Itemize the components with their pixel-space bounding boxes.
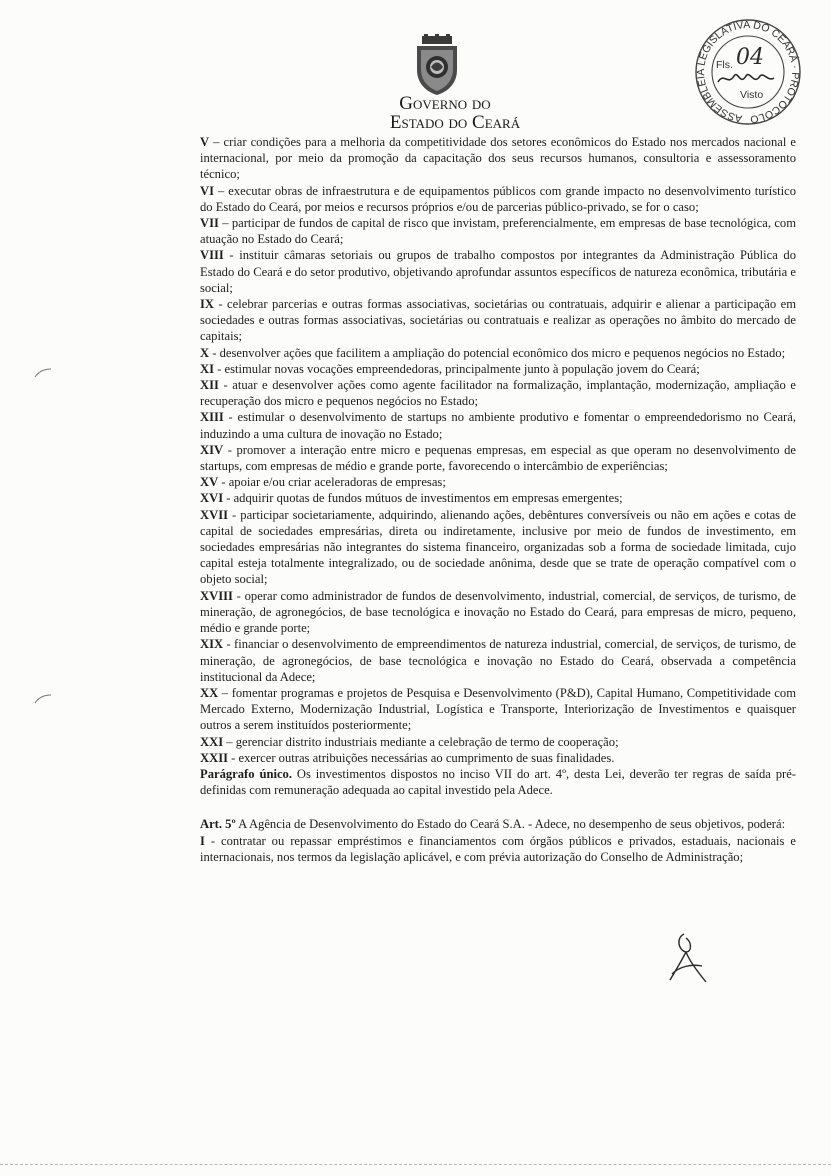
list-item — [200, 361, 796, 377]
list-item — [200, 215, 796, 247]
list-item — [200, 442, 796, 474]
item-text: – fomentar programas e projetos de Pesquisa e Desenvolvimento (P&D), Capital Humano, Competitividade com Mercado Externo, Modernização Industrial, Logística e Transporte, Interiorização de Investimentos e quaisquer outros a serem instituídos posteriormente; — [200, 685, 796, 733]
item-text: - estimular novas vocações empreendedoras, principalmente junto à população jovem do Ceará; — [214, 361, 700, 376]
header-line-2: Estado do Ceará — [389, 112, 521, 133]
item-number: VII — [200, 216, 219, 231]
list-item — [200, 588, 796, 637]
item-text: - estimular o desenvolvimento de startups no ambiente produtivo e fomentar o empreendedorismo no Ceará, induzindo a uma cultura de inovação no Estado; — [200, 410, 796, 441]
list-item — [200, 507, 796, 588]
stamp-fls-label: Fls. — [716, 59, 733, 71]
list-item — [200, 377, 796, 409]
item-text: - apoiar e/ou criar aceleradoras de empresas; — [218, 475, 446, 490]
list-item — [200, 345, 796, 361]
document-body — [200, 134, 796, 865]
list-item — [200, 134, 796, 183]
list-item — [200, 833, 796, 865]
item-number: I — [200, 833, 205, 848]
article-4-items — [200, 134, 796, 798]
list-item — [200, 766, 796, 798]
item-number: XVII — [200, 507, 228, 522]
item-number: XXI — [200, 734, 224, 749]
article-5-items — [200, 833, 796, 865]
list-item — [200, 409, 796, 441]
header-line-1: Governo do — [399, 93, 491, 114]
svg-text:ASSEMBLEIA LEGISLATIVA DO CEAR — [695, 19, 801, 125]
item-text: - celebrar parcerias e outras formas associativas, societárias ou contratuais, adquirir e alienar a participação em sociedades e outras formas associativas, societárias ou contratuais e realizar as operações no âmbito do mercado de capitais; — [200, 297, 796, 344]
stamp-ring-text: ASSEMBLEIA LEGISLATIVA DO CEARÁ · PROTOCOLO — [695, 18, 802, 126]
item-text: – executar obras de infraestrutura e de equipamentos públicos com grande impacto no desenvolvimento turístico do Estado do Ceará, por meios e recursos próprios e/ou de parcerias público-privado, se for o caso; — [200, 183, 796, 214]
list-item — [200, 296, 796, 345]
list-item — [200, 636, 796, 685]
item-number: X — [200, 345, 210, 360]
protocol-stamp — [688, 16, 808, 128]
item-text: – participar de fundos de capital de risco que invistam, preferencialmente, em empresas de base tecnológica, com atuação no Estado do Ceará; — [200, 216, 796, 247]
stamp-page-number: 04 — [736, 45, 764, 70]
item-text: - operar como administrador de fundos de desenvolvimento, industrial, comercial, de serviços, de turismo, de mineração, de agronegócios, de base tecnológica e inovação no Estado do Ceará, para empresas de micro, pequeno, médio e grande porte; — [200, 588, 796, 636]
list-item — [200, 183, 796, 215]
item-number: VI — [200, 183, 214, 198]
margin-hole-mark-icon — [34, 694, 52, 704]
item-text: - desenvolver ações que facilitem a ampliação do potencial econômico dos micro e pequenos negócios no Estado; — [209, 345, 786, 360]
item-number: XIV — [200, 442, 224, 457]
item-text: - contratar ou repassar empréstimos e financiamentos com órgãos públicos e privados, estaduais, nacionais e internacionais, nos termos da legislação aplicável, e com prévia autorização do Conselho de Administração; — [200, 833, 796, 864]
item-number: XXII — [200, 750, 228, 765]
item-number: XVIII — [200, 588, 233, 603]
list-item — [200, 734, 796, 750]
item-text: - participar societariamente, adquirindo, alienando ações, debêntures conversíveis ou não em ações e cotas de capital de sociedades empresárias, direta ou indiretamente, inclusive por meio de fundos de investimento, em sociedades empresárias não integrantes do sistema financeiro, organizadas sob a forma de sociedade limitada, cujo capital esteja totalmente integralizado, ou de sociedade anônima, desde que se trate de operação compatível com o objeto social; — [200, 507, 796, 587]
item-number: XIX — [200, 637, 224, 652]
item-number: XVI — [200, 491, 224, 506]
state-coat-of-arms-icon — [412, 34, 462, 96]
item-number: XIII — [200, 410, 224, 425]
list-item — [200, 750, 796, 766]
item-text: - adquirir quotas de fundos mútuos de investimentos em empresas emergentes; — [223, 491, 623, 506]
item-number: IX — [200, 297, 214, 312]
item-text: - financiar o desenvolvimento de empreendimentos de natureza industrial, comercial, de serviços, de turismo, de mineração, de agronegócios, de base tecnológica e inovação no Estado do Ceará, observada a competência institucional da Adece; — [200, 637, 796, 684]
item-number: Parágrafo único. — [200, 766, 292, 781]
stamp-initials-signature — [718, 75, 774, 82]
list-item — [200, 685, 796, 734]
item-number: XII — [200, 378, 219, 393]
list-item — [200, 474, 796, 490]
item-number: XV — [200, 475, 219, 490]
item-text: Os investimentos dispostos no inciso VII do art. 4º, desta Lei, deverão ter regras de saída pré-definidas com remuneração adequada ao capital investido pela Adece. — [200, 766, 796, 798]
article-5-heading: Art. 5º A Agência de Desenvolvimento do Estado do Ceará S.A. - Adece, no desempenho de seus objetivos, poderá: — [200, 817, 786, 832]
page-bottom-rule — [0, 1164, 831, 1166]
item-text: – criar condições para a melhoria da competitividade dos setores econômicos do Estado nos mercados nacional e internacional, por meio da promoção da capacitação dos seus recursos humanos, consultoria e assessoramento técnico; — [200, 135, 796, 182]
item-number: V — [200, 135, 210, 149]
item-number: XI — [200, 361, 214, 376]
item-number: XX — [200, 685, 219, 700]
item-text: - instituir câmaras setoriais ou grupos de trabalho compostos por integrantes da Administração Pública do Estado do Ceará e do setor produtivo, objetivando aprofundar assuntos específicos de natureza econômica, tributária e social; — [200, 248, 796, 295]
list-item — [200, 490, 796, 506]
item-text: - exercer outras atribuições necessárias ao cumprimento de suas finalidades. — [228, 750, 615, 765]
handwritten-initials-signature — [662, 930, 710, 986]
item-text: - promover a interação entre micro e pequenas empresas, em especial as que operam no desenvolvimento de startups, com empresas de médio e grande porte, favorecendo o intercâmbio de experiências; — [200, 442, 796, 474]
list-item — [200, 247, 796, 296]
item-text: - atuar e desenvolver ações como agente facilitador na formalização, implantação, modernização, ampliação e recuperação dos micro e pequenos negócios no Estado; — [200, 378, 796, 409]
government-header — [360, 94, 530, 132]
margin-hole-mark-icon — [34, 368, 52, 378]
item-text: – gerenciar distrito industriais mediante a celebração de termo de cooperação; — [223, 734, 619, 749]
stamp-visto-label: Visto — [740, 89, 764, 101]
item-number: VIII — [200, 248, 224, 263]
